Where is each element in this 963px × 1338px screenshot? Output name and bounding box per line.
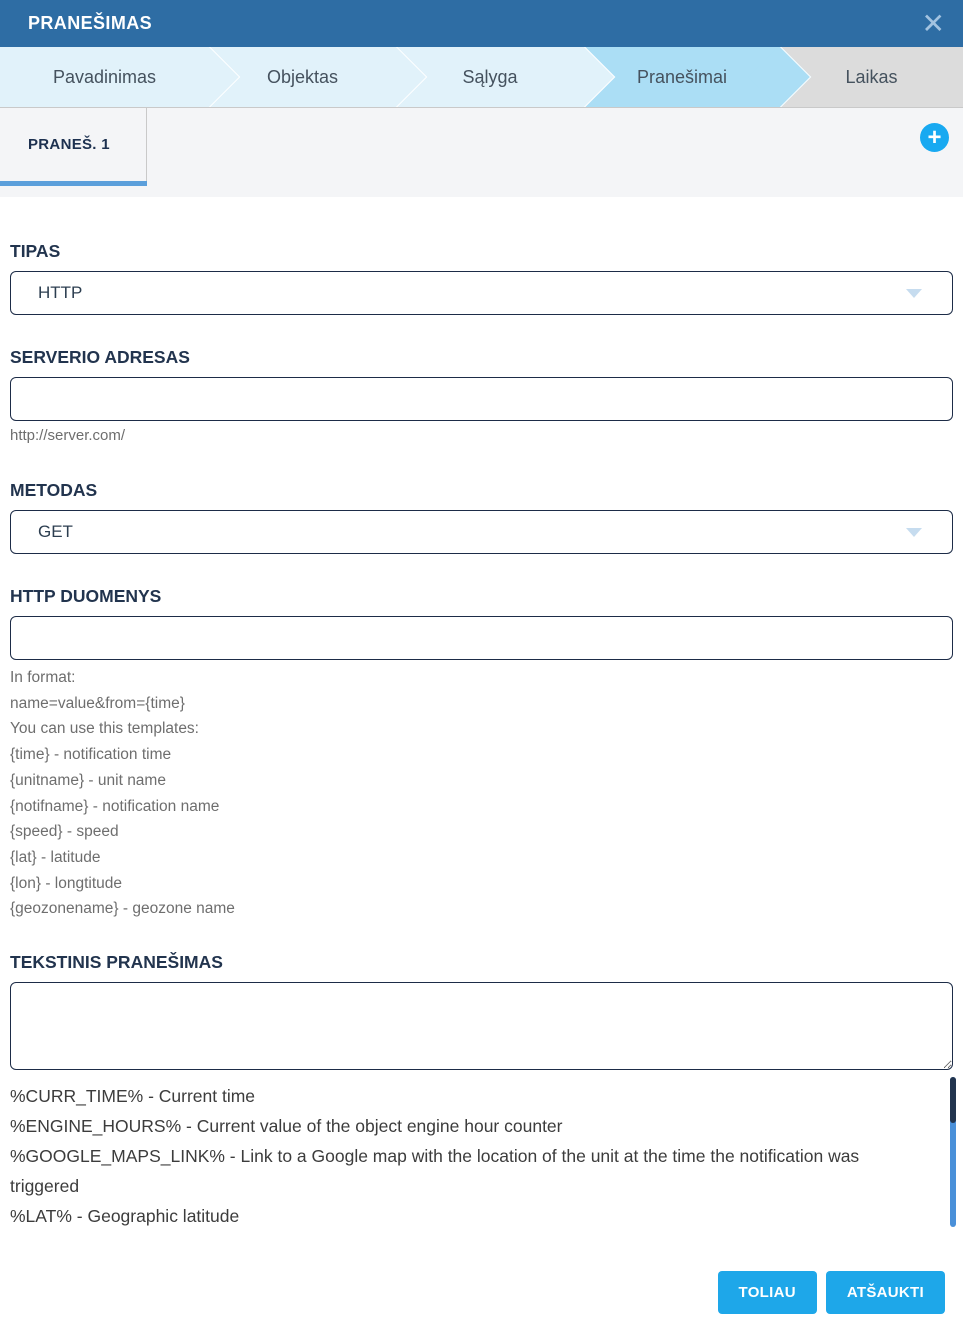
tipas-label: TIPAS xyxy=(10,241,61,261)
notification-tabstrip xyxy=(0,108,963,197)
hint-line: {speed} - speed xyxy=(10,823,119,841)
footer-actions xyxy=(0,1231,963,1338)
wizard-steps xyxy=(0,47,963,108)
hint-line: In format: xyxy=(10,669,76,686)
message-template-list xyxy=(10,1075,953,1231)
hint-line: {notifname} - notification name xyxy=(10,797,220,815)
chevron-down-icon xyxy=(906,289,922,298)
field-metodas xyxy=(10,480,953,554)
step-pavadinimas[interactable] xyxy=(0,47,209,107)
form-content xyxy=(0,197,963,1231)
hint-line: {unitname} - unit name xyxy=(10,771,166,789)
serverio-adresas-input[interactable] xyxy=(10,377,953,421)
template-item: %LAT% - Geographic latitude xyxy=(10,1206,240,1227)
cancel-button[interactable]: ATŠAUKTI xyxy=(826,1271,945,1314)
active-tab-underline xyxy=(0,181,147,186)
tab-pranes-1[interactable] xyxy=(0,108,147,181)
hint-line: {geozonename} - geozone name xyxy=(10,900,235,918)
hint-line: {lat} - latitude xyxy=(10,848,101,866)
field-tekstinis-pranesimas xyxy=(10,952,953,1231)
step-label: Laikas xyxy=(845,66,898,87)
tipas-select[interactable] xyxy=(10,271,953,315)
serverio-adresas-hint: http://server.com/ xyxy=(10,427,126,444)
modal-header xyxy=(0,0,963,47)
close-icon[interactable]: ✕ xyxy=(921,6,945,40)
template-list-scrollbar[interactable] xyxy=(950,1077,956,1227)
metodas-selected-value: GET xyxy=(38,522,73,541)
next-button[interactable]: TOLIAU xyxy=(718,1271,817,1314)
scrollbar-thumb[interactable] xyxy=(950,1077,956,1123)
tipas-selected-value: HTTP xyxy=(38,283,83,302)
chevron-down-icon xyxy=(906,528,922,537)
tekstinis-pranesimas-label: TEKSTINIS PRANEŠIMAS xyxy=(10,952,223,973)
hint-line: name=value&from={time} xyxy=(10,694,185,712)
hint-line: You can use this templates: xyxy=(10,720,199,738)
field-serverio-adresas xyxy=(10,347,953,444)
metodas-label: METODAS xyxy=(10,480,98,500)
template-item: %ENGINE_HOURS% - Current value of the object engine hour counter xyxy=(10,1116,563,1137)
template-item: %GOOGLE_MAPS_LINK% - Link to a Google map with the location of the unit at the time the notification was triggered xyxy=(10,1146,860,1197)
step-label: Pavadinimas xyxy=(52,66,157,87)
field-tipas xyxy=(10,241,953,315)
step-label: Objektas xyxy=(266,66,339,87)
metodas-select[interactable] xyxy=(10,510,953,554)
tekstinis-pranesimas-textarea[interactable] xyxy=(10,982,953,1070)
template-item: %CURR_TIME% - Current time xyxy=(10,1086,256,1107)
field-http-duomenys xyxy=(10,586,953,922)
hint-line: {time} - notification time xyxy=(10,746,172,764)
modal-title: PRANEŠIMAS xyxy=(28,13,153,33)
http-duomenys-input[interactable] xyxy=(10,616,953,660)
http-duomenys-hints xyxy=(10,665,953,922)
tab-label: PRANEŠ. 1 xyxy=(28,136,110,153)
serverio-adresas-label: SERVERIO ADRESAS xyxy=(10,347,190,367)
step-label: Pranešimai xyxy=(636,66,728,87)
add-notification-button[interactable]: + xyxy=(920,123,949,152)
hint-line: {lon} - longtitude xyxy=(10,874,123,892)
step-label: Sąlyga xyxy=(462,66,518,87)
http-duomenys-label: HTTP DUOMENYS xyxy=(10,586,162,606)
